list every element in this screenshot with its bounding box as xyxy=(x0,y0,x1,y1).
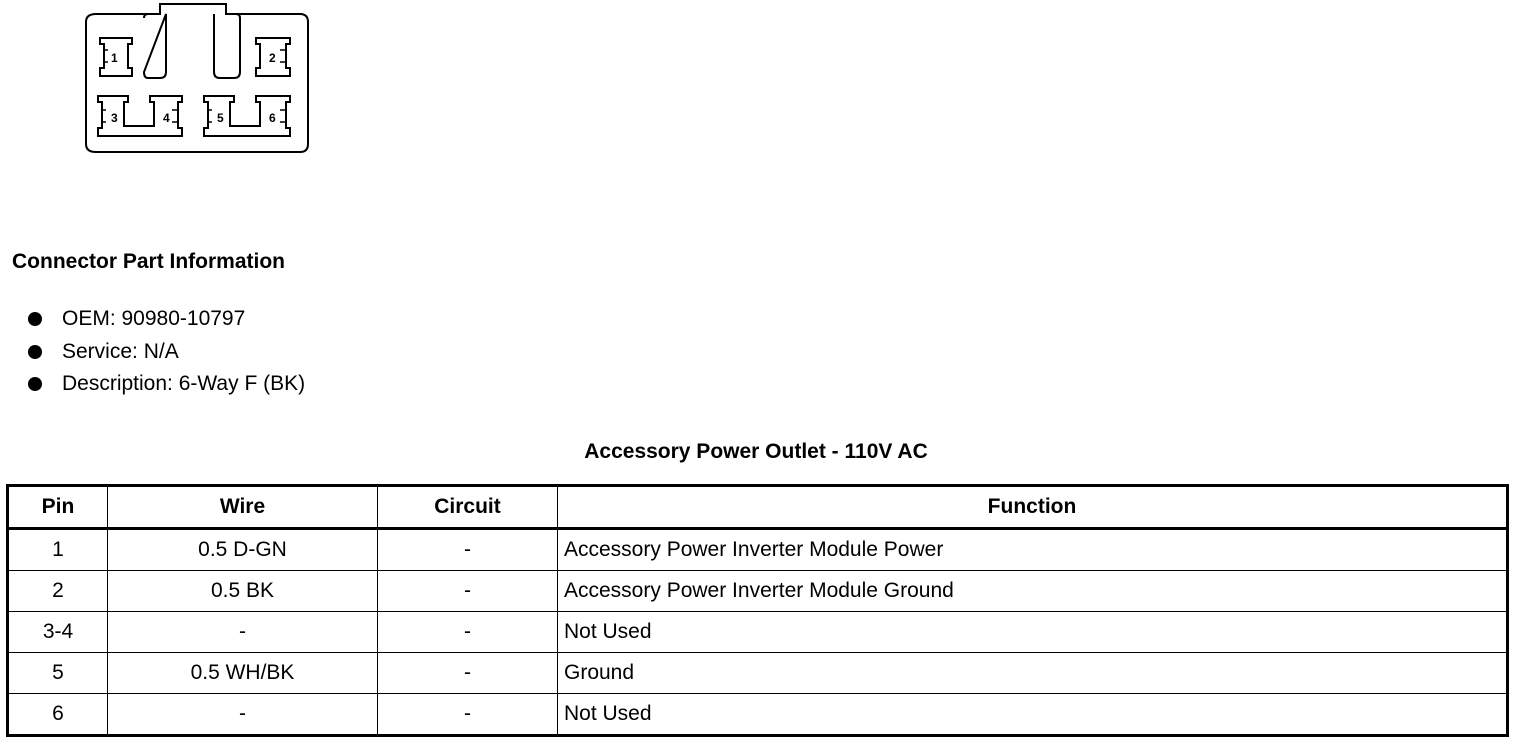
table-row xyxy=(8,529,1508,571)
pin-number-label: 2 xyxy=(269,51,276,65)
function-cell: Accessory Power Inverter Module Power xyxy=(558,529,1508,571)
pin-number-label: 4 xyxy=(163,111,170,125)
circuit-cell: - xyxy=(378,571,558,612)
pin-number-label: 1 xyxy=(111,51,118,65)
function-cell: Not Used xyxy=(558,612,1508,653)
list-item xyxy=(28,303,305,336)
connector-face-diagram xyxy=(78,0,318,160)
list-item xyxy=(28,368,305,401)
column-header-pin: Pin xyxy=(8,486,108,529)
circuit-cell: - xyxy=(378,694,558,736)
part-info-heading: Connector Part Information xyxy=(12,250,286,273)
table-title: Accessory Power Outlet - 110V AC xyxy=(584,440,928,463)
pin-cell: 6 xyxy=(8,694,108,736)
wire-cell: 0.5 BK xyxy=(108,571,378,612)
column-header-circuit: Circuit xyxy=(378,486,558,529)
pin-number-label: 6 xyxy=(269,111,276,125)
table-row xyxy=(8,653,1508,694)
column-header-wire: Wire xyxy=(108,486,378,529)
latch-channel xyxy=(144,14,240,78)
oem-part-number: OEM: 90980-10797 xyxy=(62,307,246,331)
connector-description: Description: 6-Way F (BK) xyxy=(62,372,306,396)
pin-cell: 2 xyxy=(8,571,108,612)
wire-cell: 0.5 WH/BK xyxy=(108,653,378,694)
part-info-list xyxy=(28,303,305,401)
bullet-icon xyxy=(28,312,42,326)
connector-outline xyxy=(78,0,318,160)
wire-cell: - xyxy=(108,612,378,653)
circuit-cell: - xyxy=(378,529,558,571)
function-cell: Not Used xyxy=(558,694,1508,736)
wire-cell: 0.5 D-GN xyxy=(108,529,378,571)
bullet-icon xyxy=(28,345,42,359)
pin-cell: 3-4 xyxy=(8,612,108,653)
function-cell: Accessory Power Inverter Module Ground xyxy=(558,571,1508,612)
list-item xyxy=(28,336,305,369)
table-row xyxy=(8,612,1508,653)
circuit-cell: - xyxy=(378,653,558,694)
pin-cell: 1 xyxy=(8,529,108,571)
table-header-row xyxy=(8,486,1508,529)
wire-cell: - xyxy=(108,694,378,736)
bullet-icon xyxy=(28,377,42,391)
pin-number-label: 3 xyxy=(111,111,118,125)
function-cell: Ground xyxy=(558,653,1508,694)
pinout-table xyxy=(6,484,1509,737)
column-header-function: Function xyxy=(558,486,1508,529)
circuit-cell: - xyxy=(378,612,558,653)
table-row xyxy=(8,571,1508,612)
pin-number-label: 5 xyxy=(217,111,224,125)
pin-cell: 5 xyxy=(8,653,108,694)
table-row xyxy=(8,694,1508,736)
connector-housing xyxy=(86,4,308,152)
service-part-number: Service: N/A xyxy=(62,339,179,363)
